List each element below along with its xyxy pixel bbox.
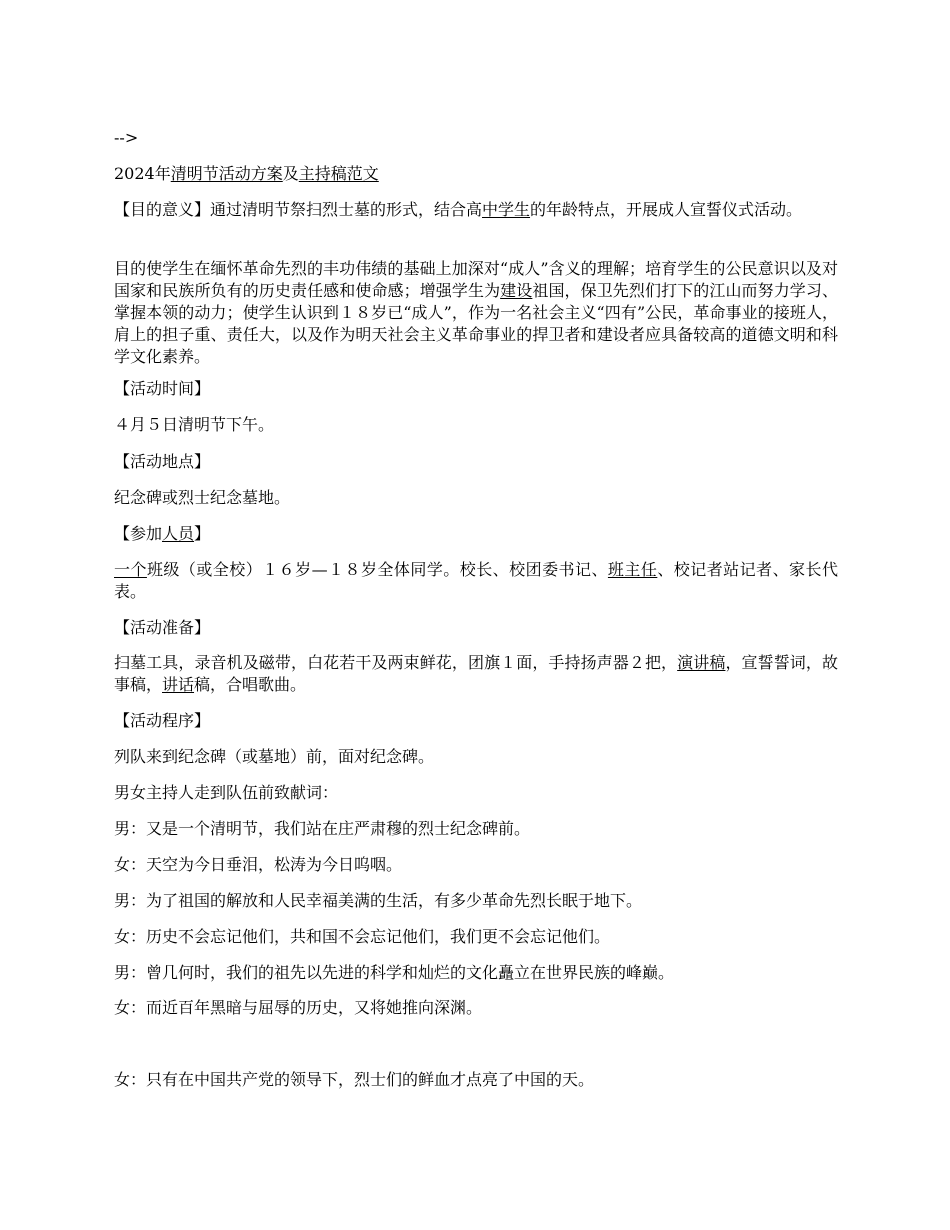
- participants-heading-post: 】: [194, 524, 211, 543]
- program-line: 女：历史不会忘记他们，共和国不会忘记他们，我们更不会忘记他们。: [114, 927, 611, 946]
- program-line: 男：曾几何时，我们的祖先以先进的科学和灿烂的文化矗立在世界民族的峰巅。: [114, 963, 675, 982]
- purpose-text-pre: 【目的意义】通过清明节祭扫烈士墓的形式，结合高: [114, 200, 483, 219]
- link-high-school-students[interactable]: 中学生: [482, 200, 531, 219]
- title-mid: 及: [282, 164, 299, 183]
- goal-text-post: 祖国，保卫先烈们打下的江山而努力学习、掌握本领的动力；使学生认识到１８岁已“成人”，作为一名社会主义“四有”公民，革命事业的接班人，肩上的担子重、责任大，以及作为明天社会主义革命事业的捍卫者和建设者应具备较高的道德文明和科学文化素养。: [114, 281, 838, 366]
- link-construction[interactable]: 建设: [500, 281, 533, 300]
- prep-text-post: 稿，合唱歌曲。: [194, 675, 307, 694]
- document-title: [114, 163, 838, 185]
- prep-paragraph: [114, 652, 838, 696]
- program-line: 男女主持人走到队伍前致献词：: [114, 783, 339, 802]
- participants-heading-pre: 【参加: [114, 524, 163, 543]
- goal-text-pre: 目的使学生在缅怀革命先烈的丰功伟绩的基础上加深对“成人”含义的理解；培育学生的公民意识以及对国家和民族所负有的历史责任感和使命感；增强学生为: [114, 259, 838, 300]
- purpose-text-post: 的年龄特点，开展成人宣誓仪式活动。: [530, 200, 803, 219]
- prep-text-pre: 扫墓工具，录音机及磁带，白花若干及两束鲜花，团旗１面，手持扬声器２把，: [114, 653, 678, 672]
- link-personnel[interactable]: 人员: [162, 524, 195, 543]
- purpose-paragraph: [114, 199, 838, 221]
- title-prefix: 2024年: [114, 164, 171, 183]
- participants-text-post: 、校记者站记者、家长代表。: [114, 560, 838, 601]
- participants-heading: [114, 523, 838, 545]
- program-line: 列队来到纪念碑（或墓地）前，面对纪念碑。: [114, 747, 435, 766]
- title-link-host-script[interactable]: 主持稿范文: [298, 164, 379, 183]
- prep-heading: 【活动准备】: [114, 618, 211, 637]
- time-text: ４月５日清明节下午。: [114, 415, 275, 434]
- goal-paragraph: [114, 258, 838, 368]
- program-line: 男：又是一个清明节，我们站在庄严肃穆的烈士纪念碑前。: [114, 819, 531, 838]
- time-heading: 【活动时间】: [114, 379, 211, 398]
- comment-marker: -->: [114, 128, 139, 147]
- participants-paragraph: [114, 559, 838, 603]
- final-line: 女：只有在中国共产党的领导下，烈士们的鲜血才点亮了中国的天。: [114, 1070, 595, 1089]
- title-link-activity-plan[interactable]: 清明节活动方案: [170, 164, 283, 183]
- link-speech-draft[interactable]: 演讲稿: [677, 653, 726, 672]
- participants-text-mid: 班级（或全校）１６岁—１８岁全体同学。校长、校团委书记、: [146, 560, 608, 579]
- link-speech[interactable]: 讲话: [162, 675, 195, 694]
- place-heading: 【活动地点】: [114, 452, 211, 471]
- program-heading: 【活动程序】: [114, 711, 211, 730]
- program-line: 女：天空为今日垂泪，松涛为今日呜咽。: [114, 855, 403, 874]
- link-head-teacher[interactable]: 班主任: [607, 560, 658, 579]
- link-one[interactable]: 一个: [114, 560, 147, 579]
- program-line: 男：为了祖国的解放和人民幸福美满的生活，有多少革命先烈长眠于地下。: [114, 891, 643, 910]
- program-line: 女：而近百年黑暗与屈辱的历史，又将她推向深渊。: [114, 998, 483, 1017]
- prep-text-mid: ，宣誓誓词，故事稿，: [114, 653, 838, 694]
- place-text: 纪念碑或烈士纪念墓地。: [114, 488, 291, 507]
